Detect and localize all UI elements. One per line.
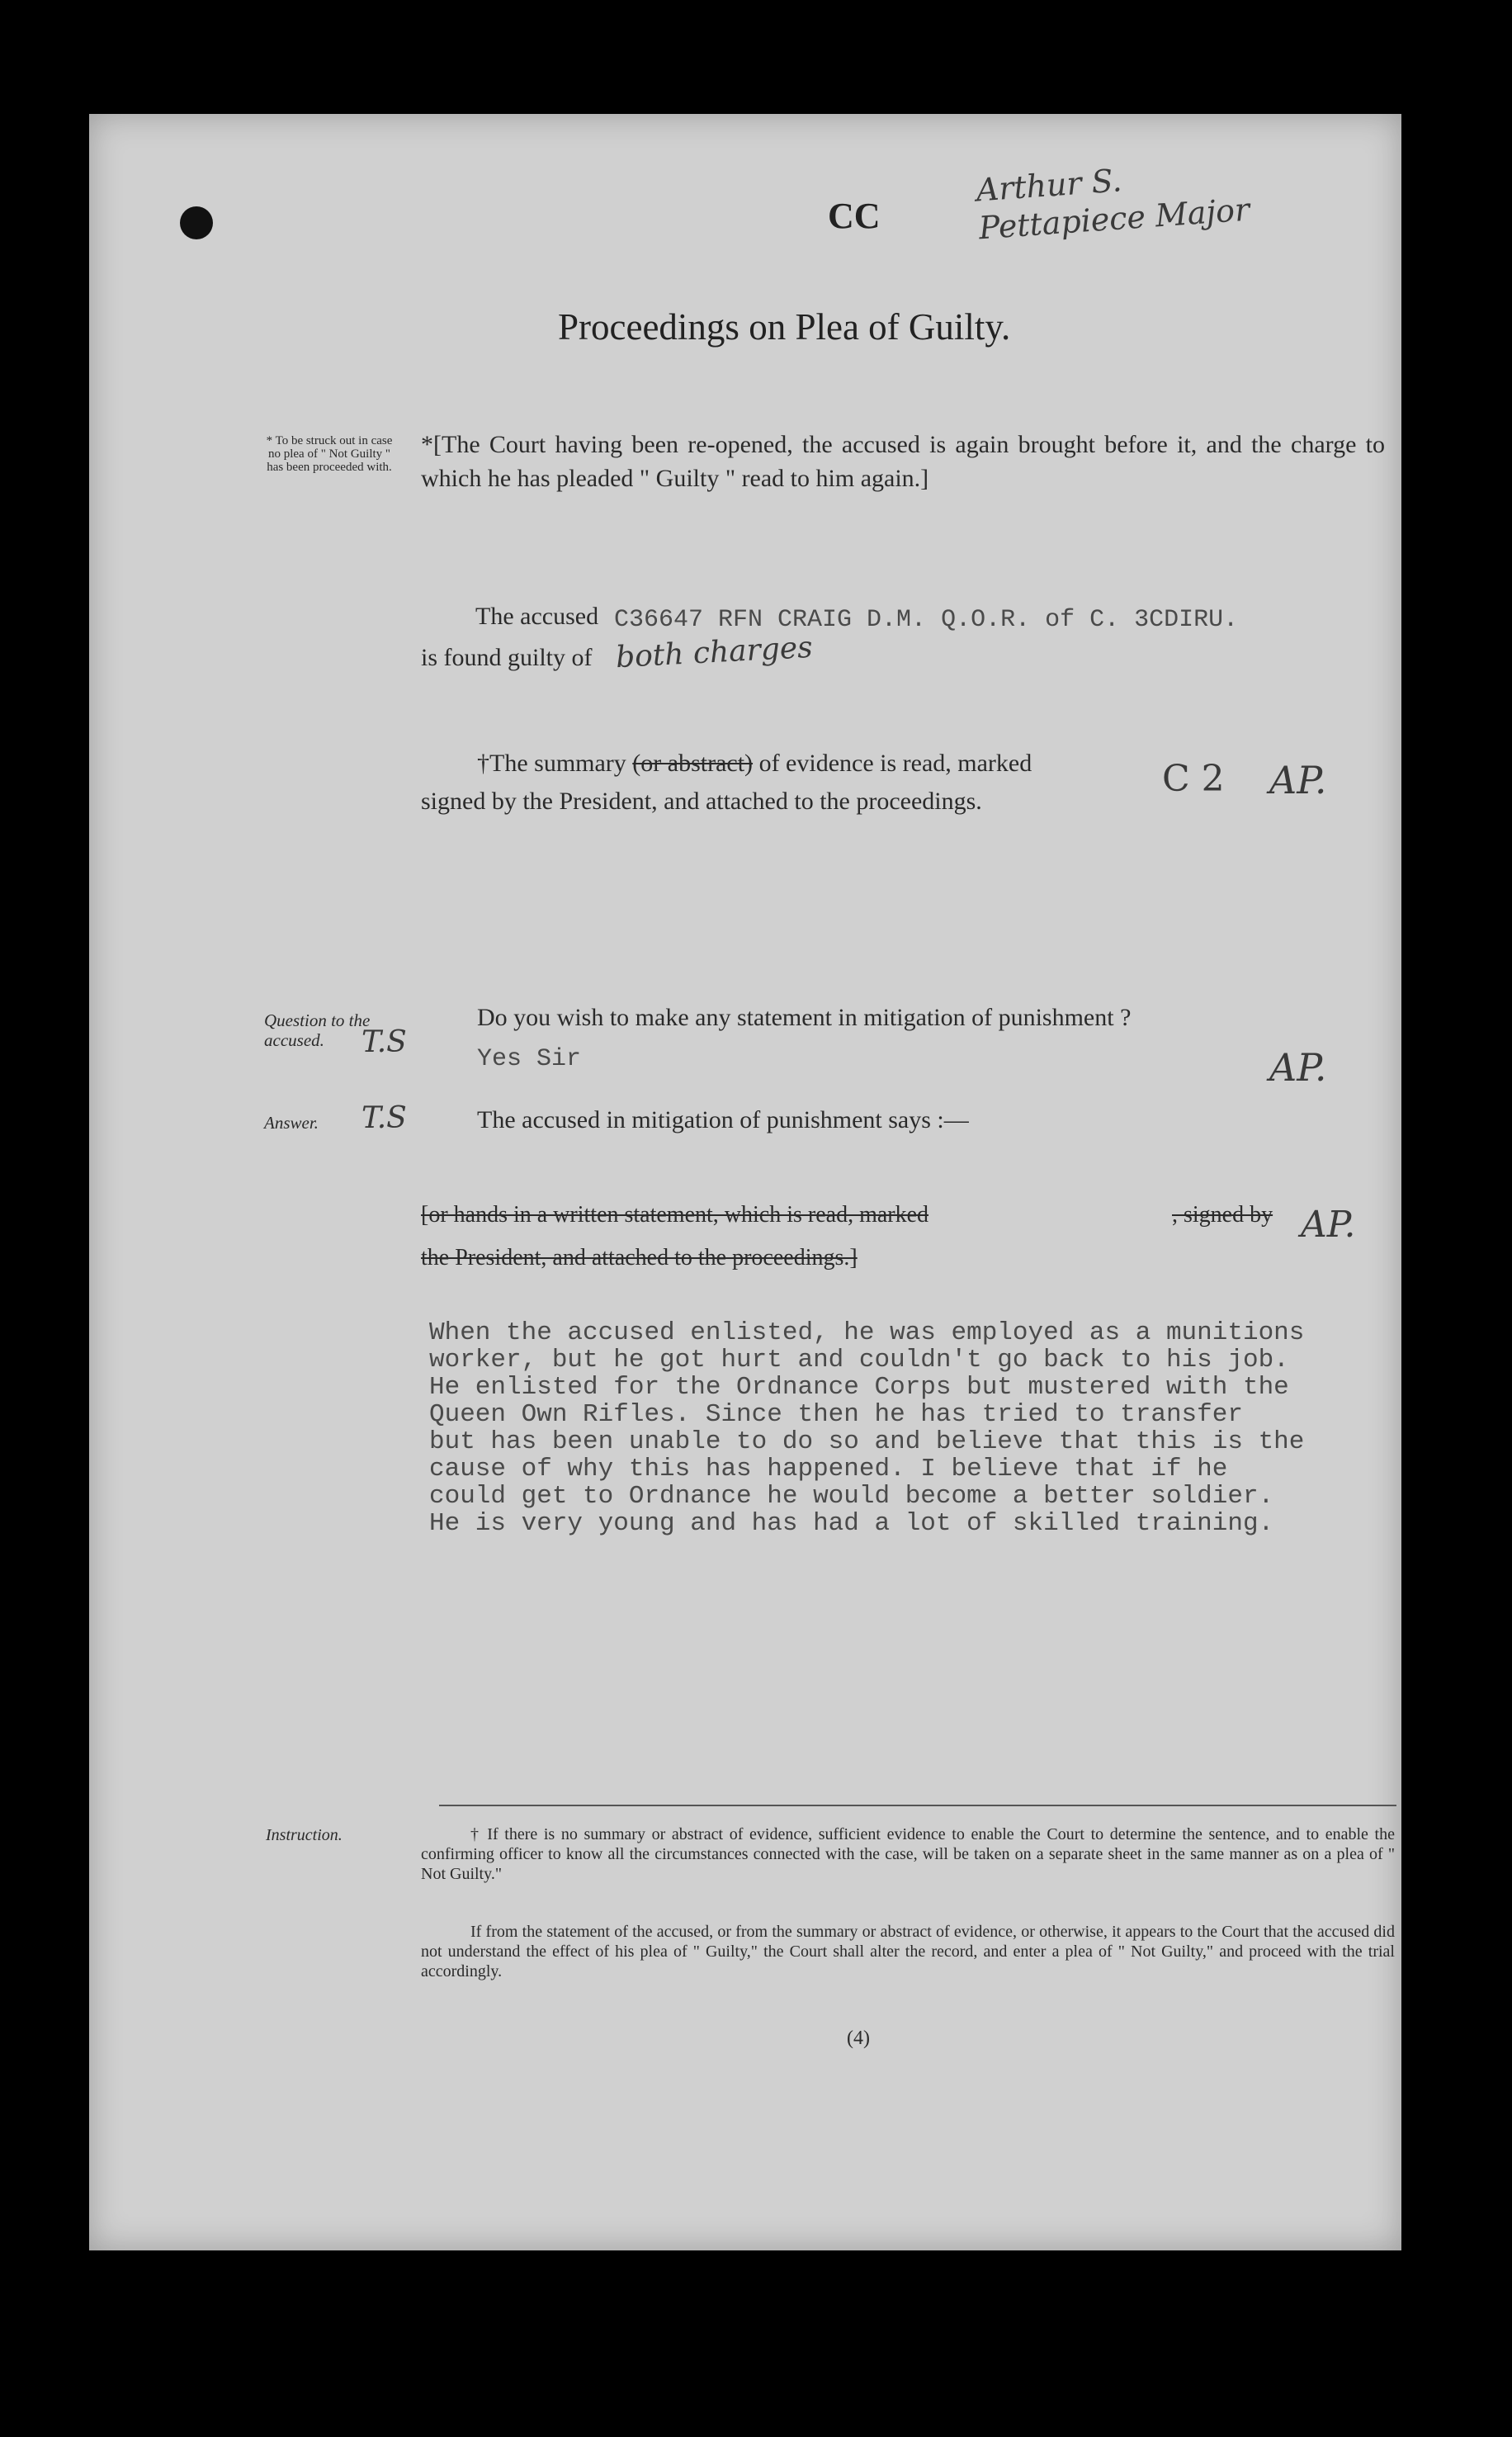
answer-text: The accused in mitigation of punishment says :— (477, 1106, 969, 1133)
reopened-paragraph: *[The Court having been re-opened, the accused is again brought before it, and the charge to which he has pleaded " Guilty " read to him again.] (421, 431, 1385, 492)
instructions-divider (439, 1805, 1396, 1806)
summary-struck: (or abstract) (632, 750, 754, 777)
statement-line: When the accused enlisted, he was employed as a munitions (429, 1318, 1305, 1347)
answer-initials: T.S (361, 1101, 407, 1135)
statement-line: but has been unable to do so and believe that this is the (429, 1427, 1305, 1456)
statement-line: worker, but he got hurt and couldn't go back to his job. (429, 1346, 1289, 1375)
question-text: Do you wish to make any statement in mitigation of punishment ? (477, 1004, 1132, 1031)
accused-label: The accused (475, 603, 599, 630)
instruction-paragraph-2: If from the statement of the accused, or from the summary or abstract of evidence, or otherwise, it appears to the Court that the accused did not understand the effect of his plea of " Guilty," the Court shall alter the record, and enter a plea of " Not Guilty," and proceed with the trial accordingly. (421, 1923, 1395, 1980)
page-number: (4) (847, 2028, 870, 2049)
accused-name: C36647 RFN CRAIG D.M. Q.O.R. of C. 3CDIRU. (614, 606, 1239, 634)
statement-line: He enlisted for the Ordnance Corps but mustered with the (429, 1373, 1289, 1402)
struck-statement-line-2: the President, and attached to the proceedings.] (421, 1245, 858, 1271)
struck-statement-initials: AP. (1301, 1204, 1356, 1246)
summary-line-1 (477, 750, 1032, 778)
statement-line: He is very young and has had a lot of skilled training. (429, 1509, 1274, 1538)
margin-note-struck-out: * To be struck out in case no plea of " Not Guilty " has been proceeded with. (266, 434, 393, 474)
summary-marked: C 2 (1162, 758, 1225, 800)
answer-label: Answer. (264, 1113, 319, 1133)
instruction-paragraph-1: † If there is no summary or abstract of evidence, sufficient evidence to enable the Court to determine the sentence, and to enable the confirming officer to know all the circumstances connected with the case, will be taken on a separate sheet in the same manner as on a plea of " Not Guilty." (421, 1825, 1395, 1883)
question-label: Question to the accused. (264, 1010, 371, 1050)
summary-line-2: signed by the President, and attached to the proceedings. (421, 788, 982, 815)
mitigation-statement (429, 1319, 1304, 1537)
instruction-label: Instruction. (266, 1826, 343, 1844)
summary-suffix: of evidence is read, marked (758, 750, 1032, 777)
guilty-of-charges: both charges (615, 630, 814, 675)
statement-line: could get to Ordnance he would become a better soldier. (429, 1482, 1274, 1511)
summary-prefix: †The summary (477, 750, 626, 777)
form-code: CC (828, 196, 881, 236)
reply-initials: AP. (1269, 1045, 1327, 1090)
punch-hole (180, 206, 213, 239)
struck-statement-line-1: [or hands in a written statement, which is read, marked (421, 1202, 929, 1228)
statement-line: cause of why this has happened. I believe that if he (429, 1455, 1228, 1483)
summary-initials: AP. (1269, 758, 1327, 802)
struck-statement-line-1b: , signed by (1172, 1202, 1273, 1228)
signature: Arthur S. Pettapiece Major (975, 162, 1251, 247)
question-reply: Yes Sir (477, 1045, 582, 1073)
page-title: Proceedings on Plea of Guilty. (558, 306, 1011, 348)
guilty-label: is found guilty of (421, 644, 593, 671)
question-initials: T.S (361, 1025, 407, 1059)
statement-line: Queen Own Rifles. Since then he has tried to transfer (429, 1400, 1243, 1429)
document-page (89, 114, 1401, 2250)
